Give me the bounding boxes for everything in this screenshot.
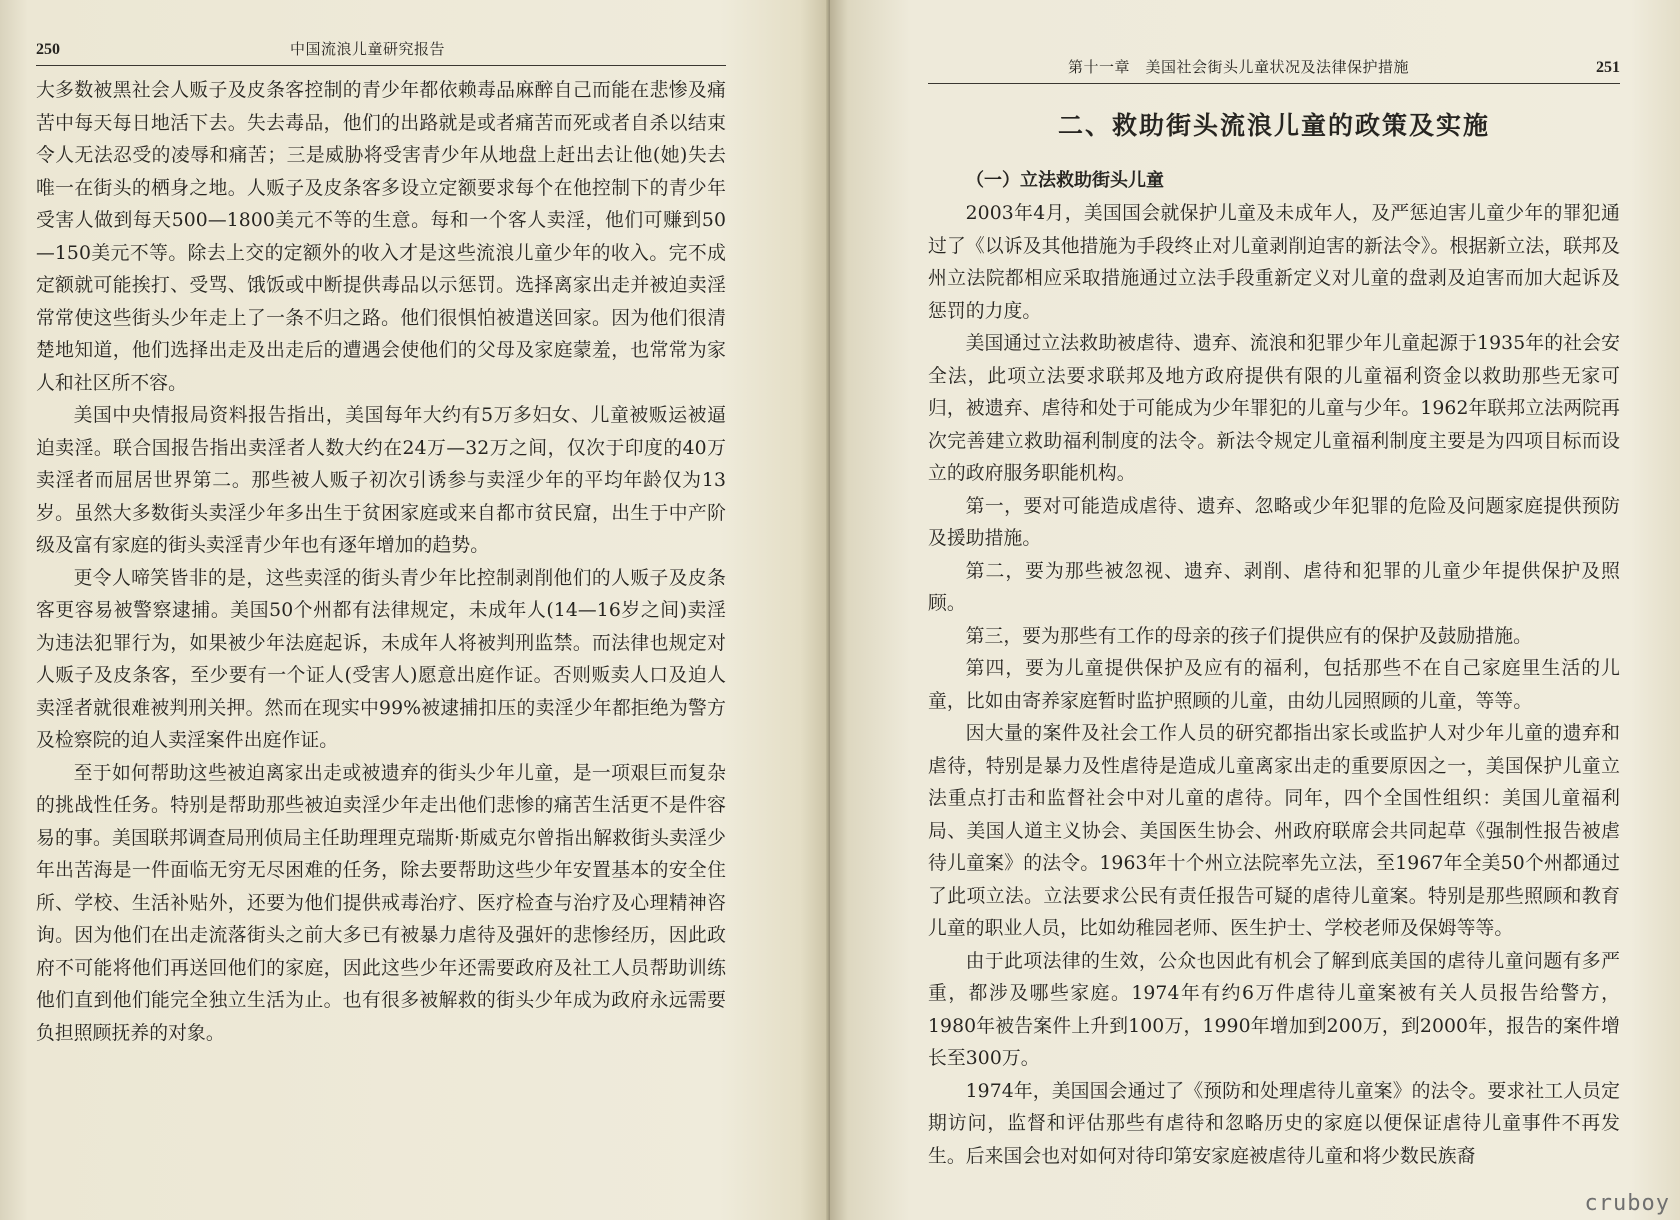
left-body-text (36, 75, 726, 1050)
page-number-right: 251 (1596, 59, 1620, 76)
right-running-head (928, 56, 1620, 84)
right-running-title: 第十一章 美国社会街头儿童状况及法律保护措施 (1068, 58, 1410, 76)
subsection-title: （一）立法救助街头儿童 (966, 170, 1164, 191)
section-title: 二、救助街头流浪儿童的政策及实施 (1057, 111, 1490, 140)
right-paragraph-7: 因大量的案件及社会工作人员的研究都指出家长或监护人对少年儿童的遗弃和虐待，特别是暴力及性虐待是造成儿童离家出走的重要原因之一，美国保护儿童立法重点打击和监督社会中对儿童的虐待。同年，四个全国性组织：美国儿童福利局、美国人道主义协会、美国医生协会、州政府联席会共同起草《强制性报告被虐待儿童案》的法令。1963年十个州立法院率先立法，至1967年全美50个州都通过了此项立法。立法要求公民有责任报告可疑的虐待儿童案。特别是那些照顾和教育儿童的职业人员，比如幼稚园老师、医生护士、学校老师及保姆等等。 (928, 723, 1620, 939)
right-body-text (928, 198, 1620, 1173)
left-running-title: 中国流浪儿童研究报告 (290, 40, 446, 58)
left-paragraph-3: 更令人啼笑皆非的是，这些卖淫的街头青少年比控制剥削他们的人贩子及皮条客更容易被警察逮捕。美国50个州都有法律规定，未成年人(14—16岁之间)卖淫为违法犯罪行为，如果被少年法庭起诉，未成年人将被判刑监禁。而法律也规定对人贩子及皮条客，至少要有一个证人(受害人)愿意出庭作证。否则贩卖人口及迫人卖淫者就很难被判刑关押。然而在现实中99%被逮捕扣压的卖淫少年都拒绝为警方及检察院的迫人卖淫案件出庭作证。 (36, 567, 726, 751)
right-paragraph-9: 1974年，美国国会通过了《预防和处理虐待儿童案》的法令。要求社工人员定期访问，监督和评估那些有虐待和忽略历史的家庭以便保证虐待儿童事件不再发生。后来国会也对如何对待印第安家庭被虐待儿童和将少数民族裔 (928, 1080, 1620, 1167)
right-paragraph-6: 第四，要为儿童提供保护及应有的福利，包括那些不在自己家庭里生活的儿童，比如由寄养家庭暂时监护照顾的儿童，由幼儿园照顾的儿童，等等。 (928, 658, 1620, 712)
right-paragraph-4: 第二，要为那些被忽视、遗弃、剥削、虐待和犯罪的儿童少年提供保护及照顾。 (928, 560, 1620, 614)
left-running-head (36, 38, 726, 66)
right-paragraph-5: 第三，要为那些有工作的母亲的孩子们提供应有的保护及鼓励措施。 (965, 625, 1533, 647)
watermark-text: cruboy (1584, 1191, 1670, 1216)
right-paragraph-2: 美国通过立法救助被虐待、遗弃、流浪和犯罪少年儿童起源于1935年的社会安全法，此项立法要求联邦及地方政府提供有限的儿童福利资金以救助那些无家可归，被遗弃、虐待和处于可能成为少年罪犯的儿童与少年。1962年联邦立法两院再次完善建立救助福利制度的法令。新法令规定儿童福利制度主要是为四项目标而设立的政府服务职能机构。 (928, 333, 1620, 484)
right-paragraph-3: 第一，要对可能造成虐待、遗弃、忽略或少年犯罪的危险及问题家庭提供预防及援助措施。 (928, 495, 1620, 549)
page-number-left: 250 (36, 41, 60, 58)
left-paragraph-1: 大多数被黑社会人贩子及皮条客控制的青少年都依赖毒品麻醉自己而能在悲惨及痛苦中每天每日地活下去。失去毒品，他们的出路就是或者痛苦而死或者自杀以结束令人无法忍受的凌辱和痛苦；三是威胁将受害青少年从地盘上赶出去让他(她)失去唯一在街头的栖身之地。人贩子及皮条客多设立定额要求每个在他控制下的青少年受害人做到每天500—1800美元不等的生意。每和一个客人卖淫，他们可赚到50—150美元不等。除去上交的定额外的收入才是这些流浪儿童少年的收入。完不成定额就可能挨打、受骂、饿饭或中断提供毒品以示惩罚。选择离家出走并被迫卖淫常常使这些街头少年走上了一条不归之路。他们很惧怕被遣送回家。因为他们很清楚地知道，他们选择出走及出走后的遭遇会使他们的父母及家庭蒙羞，也常常为家人和社区所不容。 (36, 80, 726, 394)
right-page (830, 0, 1680, 1220)
left-paragraph-4: 至于如何帮助这些被迫离家出走或被遗弃的街头少年儿童，是一项艰巨而复杂的挑战性任务。特别是帮助那些被迫卖淫少年走出他们悲惨的痛苦生活更不是件容易的事。美国联邦调查局刑侦局主任助理理克瑞斯·斯威克尔曾指出解救街头卖淫少年出苦海是一件面临无穷无尽困难的任务，除去要帮助这些少年安置基本的安全住所、学校、生活补贴外，还要为他们提供戒毒治疗、医疗检查与治疗及心理精神咨询。因为他们在出走流落街头之前大多已有被暴力虐待及强奸的悲惨经历，因此政府不可能将他们再送回他们的家庭，因此这些少年还需要政府及社工人员帮助训练他们直到他们能完全独立生活为止。也有很多被解救的街头少年成为政府永远需要负担照顾抚养的对象。 (36, 762, 726, 1044)
right-paragraph-1: 2003年4月，美国国会就保护儿童及未成年人，及严惩迫害儿童少年的罪犯通过了《以诉及其他措施为手段终止对儿童剥削迫害的新法令》。根据新立法，联邦及州立法院都相应采取措施通过立法手段重新定义对儿童的盘剥及迫害而加大起诉及惩罚的力度。 (928, 203, 1620, 322)
left-page (0, 0, 830, 1220)
right-paragraph-8: 由于此项法律的生效，公众也因此有机会了解到底美国的虐待儿童问题有多严重，都涉及哪些家庭。1974年有约6万件虐待儿童案被有关人员报告给警方，1980年被告案件上升到100万，1990年增加到200万，到2000年，报告的案件增长至300万。 (928, 950, 1620, 1069)
left-paragraph-2: 美国中央情报局资料报告指出，美国每年大约有5万多妇女、儿童被贩运被逼迫卖淫。联合国报告指出卖淫者人数大约在24万—32万之间，仅次于印度的40万卖淫者而屈居世界第二。那些被人贩子初次引诱参与卖淫少年的平均年龄仅为13岁。虽然大多数街头卖淫少年多出生于贫困家庭或来自都市贫民窟，出生于中产阶级及富有家庭的街头卖淫青少年也有逐年增加的趋势。 (36, 405, 726, 556)
